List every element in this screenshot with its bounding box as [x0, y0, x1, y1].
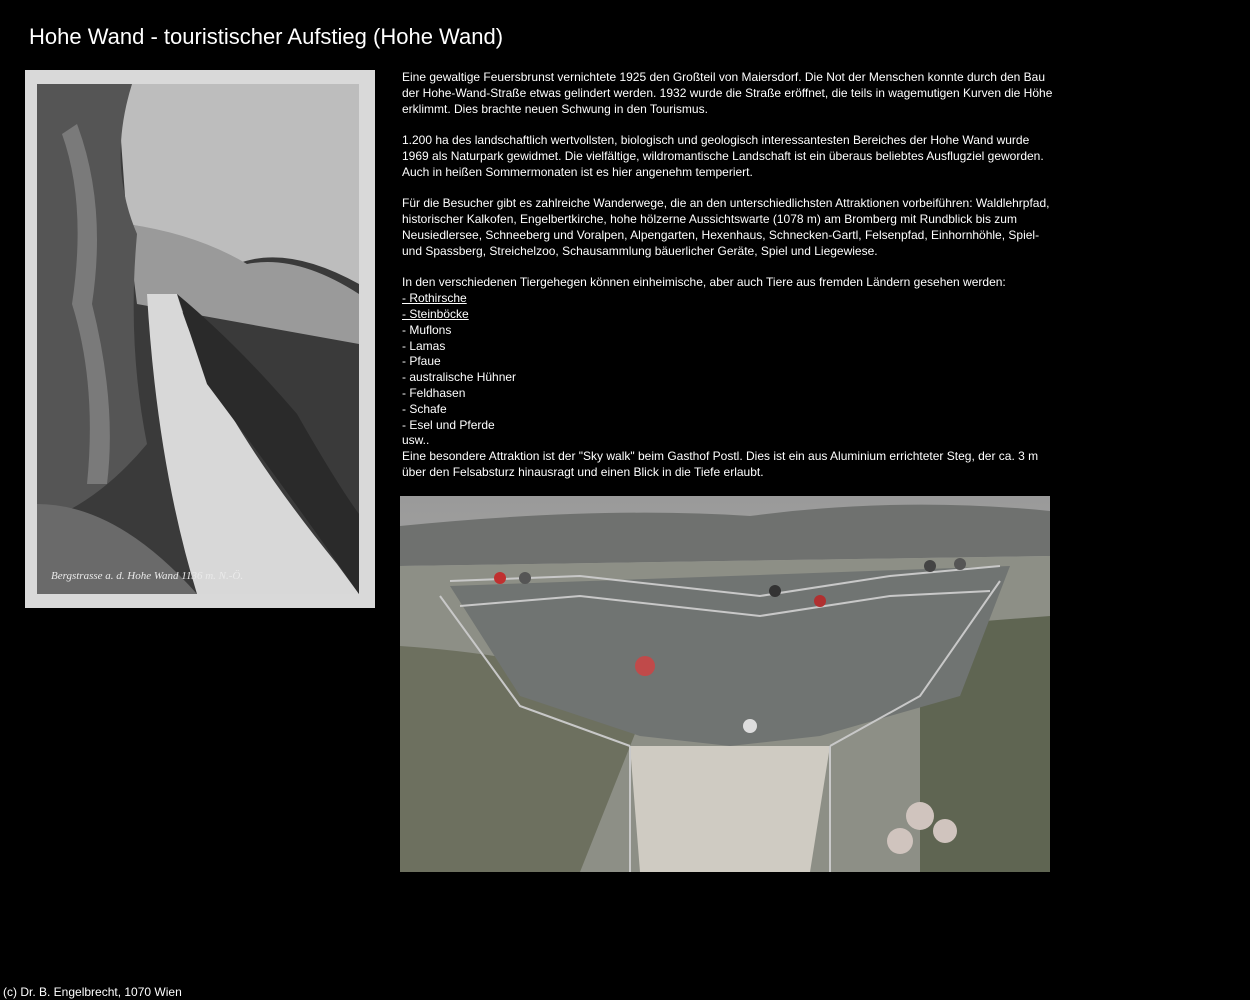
- etc-text: usw..: [402, 433, 430, 448]
- article-text: [402, 70, 1057, 481]
- skywalk-photo: [400, 496, 1050, 872]
- list-item: - Muflons: [402, 322, 452, 337]
- postcard-image: [37, 84, 359, 594]
- list-item: - Pfaue: [402, 354, 441, 369]
- list-item: - australische Hühner: [402, 370, 517, 385]
- paragraph-naturpark: 1.200 ha des landschaftlich wertvollsten, biologisch und geologisch interessantesten Bereiches der Hohe Wand wurde 1969 als Naturpark gewidmet. Die vielfältige, wildromantische Landschaft ist ein überaus beliebtes Ausflugziel geworden. Auch in heißen Sommermonaten ist es hier angenehm temperiert.: [402, 133, 1044, 179]
- animal-list: [402, 291, 1057, 433]
- link-rothirsche[interactable]: - Rothirsche: [402, 291, 467, 306]
- paragraph-skywalk: Eine besondere Attraktion ist der "Sky walk" beim Gasthof Postl. Dies ist ein aus Aluminium errichteter Steg, der ca. 3 m über den Felsabsturz hinausragt und einen Blick in die Tiefe erlaubt.: [402, 449, 1039, 479]
- paragraph-history: Eine gewaltige Feuersbrunst vernichtete 1925 den Großteil von Maiersdorf. Die Not der Menschen konnte durch den Bau der Hohe-Wand-Straße etwas gelindert werden. 1932 wurde die Straße eröffnet, die teils in wagemutigen Kurven die Höhe erklimmt. Dies brachte neuen Schwung in den Tourismus.: [402, 70, 1053, 116]
- copyright-footer: (c) Dr. B. Engelbrecht, 1070 Wien: [3, 985, 182, 999]
- page-title: Hohe Wand - touristischer Aufstieg (Hohe Wand): [29, 24, 504, 49]
- list-item: - Esel und Pferde: [402, 417, 495, 432]
- postcard-caption: Bergstrasse a. d. Hohe Wand 1136 m. N.-Ö.: [51, 570, 244, 582]
- list-item: - Feldhasen: [402, 385, 466, 400]
- paragraph-wanderwege: Für die Besucher gibt es zahlreiche Wanderwege, die an den unterschiedlichsten Attraktionen vorbeiführen: Waldlehrpfad, historischer Kalkofen, Engelbertkirche, hohe hölzerne Aussichtswarte (1078 m) am Bromberg mit Rundblick bis zum Neusiedlersee, Schneeberg und Voralpen, Alpengarten, Hexenhaus, Schnecken-Gartl, Felsenpfad, Einhornhöhle, Spiel- und Spassberg, Streichelzoo, Schausammlung bäuerlicher Geräte, Spiel und Liegewiese.: [402, 196, 1050, 258]
- list-item: - Schafe: [402, 401, 447, 416]
- list-item: - Lamas: [402, 338, 446, 353]
- skywalk-illustration: [400, 496, 1050, 872]
- postcard-photo: [25, 70, 375, 608]
- animals-intro: In den verschiedenen Tiergehegen können einheimische, aber auch Tiere aus fremden Ländern gesehen werden:: [402, 275, 1006, 290]
- link-steinboecke[interactable]: - Steinböcke: [402, 306, 469, 321]
- mountain-road-illustration: [37, 84, 359, 594]
